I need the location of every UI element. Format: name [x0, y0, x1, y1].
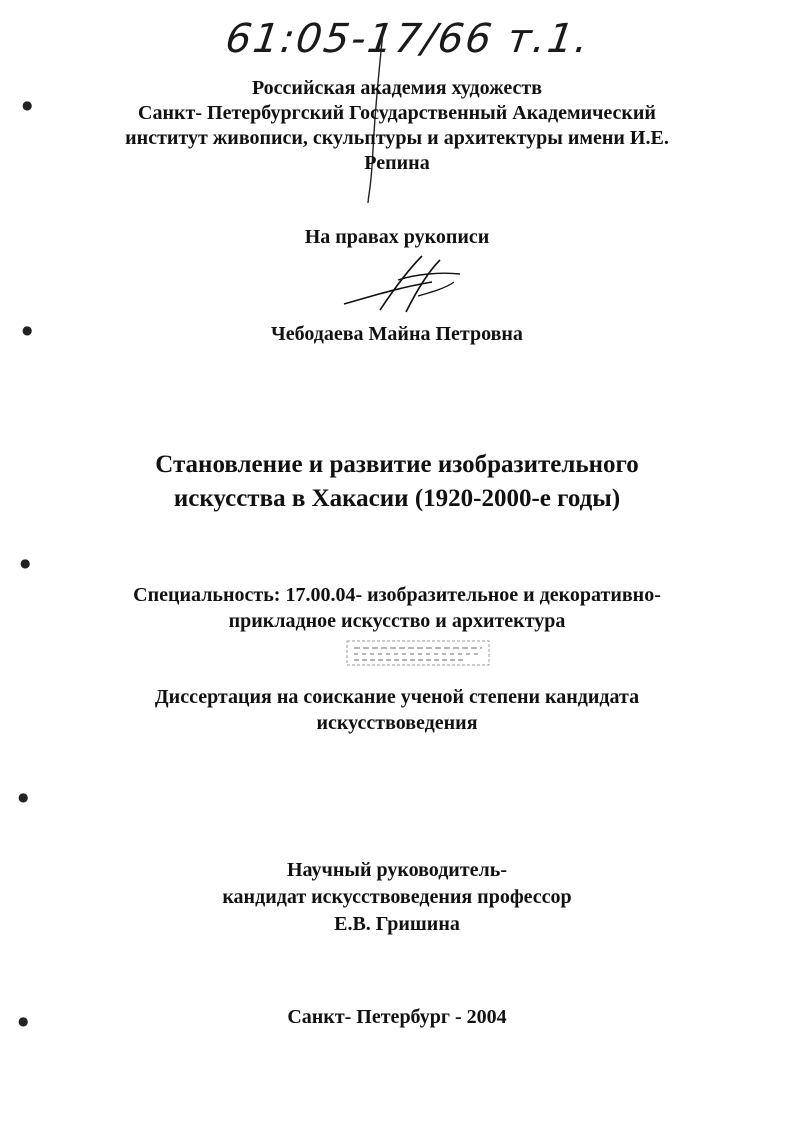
dissertation-title — [0, 448, 794, 516]
specialty-line: Специальность: 17.00.04- изобразительное и декоративно- — [133, 584, 661, 606]
binding-hole-mark: ● — [22, 98, 33, 112]
degree-line: Диссертация на соискание ученой степени кандидата — [154, 686, 640, 708]
supervisor-line: Е.В. Гришина — [334, 913, 460, 935]
title-line: искусства в Хакасии (1920-2000-е годы) — [173, 485, 621, 512]
city-and-year: Санкт- Петербург - 2004 — [287, 1006, 507, 1028]
institution-header — [0, 76, 794, 176]
author-name: Чебодаева Майна Петровна — [271, 323, 523, 345]
title-line: Становление и развитие изобразительного — [155, 451, 639, 478]
degree-line: искусствоведения — [316, 712, 478, 734]
manuscript-rights-note: На правах рукописи — [304, 226, 490, 248]
binding-hole-mark: ● — [22, 323, 33, 337]
supervisor-line: кандидат искусствоведения профессор — [222, 886, 572, 908]
dissertation-degree — [0, 684, 794, 736]
binding-hole-mark: ● — [18, 790, 29, 804]
supervisor-line: Научный руководитель- — [287, 859, 507, 881]
specialty-line: прикладное искусство и архитектура — [228, 610, 566, 632]
handwritten-archive-code: 61:05-17/66 т.1. — [222, 16, 594, 62]
binding-hole-mark: ● — [18, 1014, 29, 1028]
institution-line: институт живописи, скульптуры и архитектуры имени И.Е. — [125, 127, 669, 149]
institution-line: Российская академия художеств — [251, 77, 543, 99]
faint-library-stamp — [346, 640, 490, 666]
author-signature — [336, 252, 466, 318]
scientific-supervisor — [0, 857, 794, 938]
binding-hole-mark: ● — [20, 556, 31, 570]
institution-line: Репина — [364, 152, 430, 174]
institution-line: Санкт- Петербургский Государственный Академический — [138, 102, 656, 124]
specialty — [0, 582, 794, 634]
